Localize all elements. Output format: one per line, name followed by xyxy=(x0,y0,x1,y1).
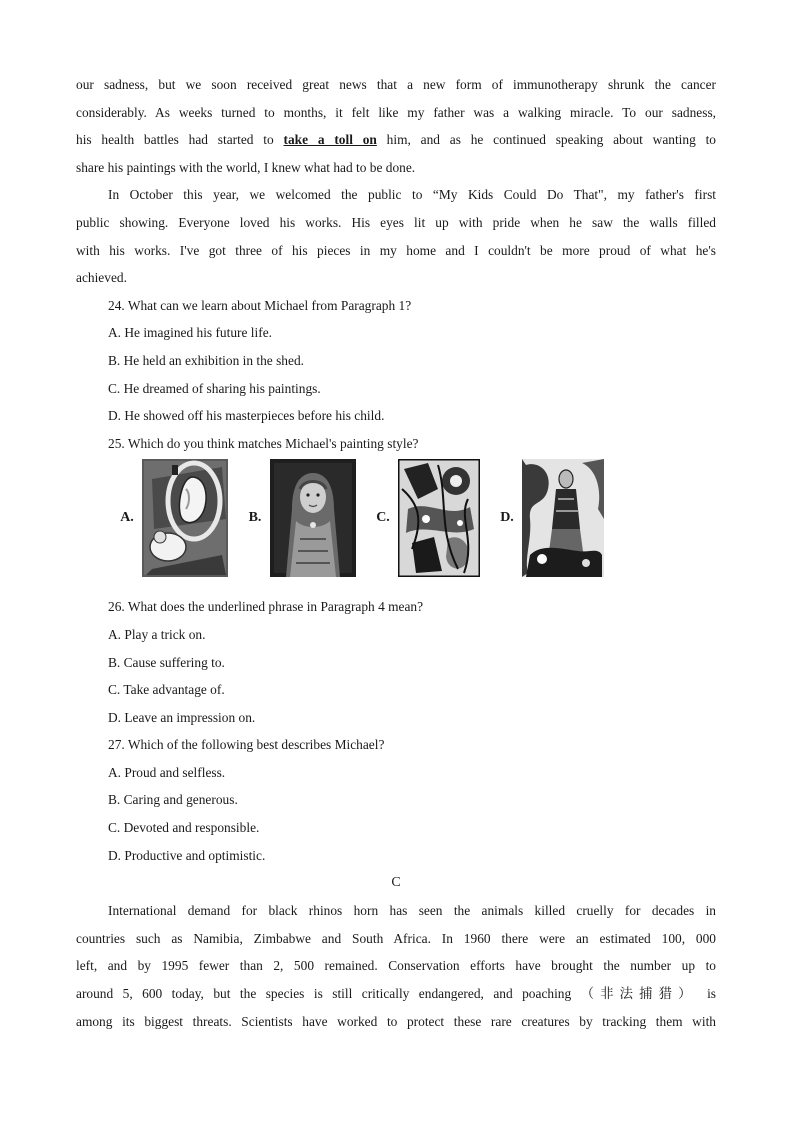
option-b: B. He held an exhibition in the shed. xyxy=(108,352,304,368)
question-24 xyxy=(76,292,716,430)
text-line: share his paintings with the world, I knew what had to be done. xyxy=(76,159,416,175)
option-b: B. Cause suffering to. xyxy=(108,654,225,670)
text-line: among its biggest threats. Scientists have worked to protect these rare creatures by tracking them with xyxy=(76,1013,716,1029)
text-line: around 5, 600 today, but the species is still critically endangered, and poaching （非法捕猎） is xyxy=(76,986,716,1002)
option-label: A. xyxy=(120,510,134,526)
text-line: public showing. Everyone loved his works. His eyes lit up with pride when he saw the walls filled xyxy=(76,214,716,230)
option-label: C. xyxy=(376,510,390,526)
portrait-painting-image xyxy=(270,459,356,577)
text-line: with his works. I've got three of his pieces in my home and I couldn't be more proud of what he's xyxy=(76,242,716,258)
passage-c xyxy=(76,897,716,1035)
text-line: International demand for black rhinos horn has seen the animals killed cruelly for decades in xyxy=(108,903,716,919)
option-c: C. He dreamed of sharing his paintings. xyxy=(108,380,321,396)
text-line: left, and by 1995 fewer than 2, 500 remained. Conservation efforts have brought the number up to xyxy=(76,958,716,974)
option-label: D. xyxy=(500,510,514,526)
text-line: In October this year, we welcomed the public to “My Kids Could Do That", my father's first xyxy=(108,187,716,203)
text-line: considerably. As weeks turned to months, it felt like my father was a walking miracle. To our sadness, xyxy=(76,104,716,120)
question-27 xyxy=(76,731,716,869)
option-d: D. Productive and optimistic. xyxy=(108,847,266,863)
option-a: A. Play a trick on. xyxy=(108,626,206,642)
paragraph-3 xyxy=(76,71,716,181)
question-26 xyxy=(76,593,716,731)
question-stem: 25. Which do you think matches Michael's painting style? xyxy=(108,435,419,451)
question-stem: 24. What can we learn about Michael from Paragraph 1? xyxy=(108,297,412,313)
painting-option-b xyxy=(240,459,356,577)
question-stem: 27. Which of the following best describes Michael? xyxy=(108,737,385,753)
option-d: D. He showed off his masterpieces before his child. xyxy=(108,408,385,424)
painting-options xyxy=(76,459,716,587)
question-25 xyxy=(76,430,716,588)
text-line: achieved. xyxy=(76,270,127,286)
option-label: B. xyxy=(248,510,262,526)
painting-option-c xyxy=(368,459,480,577)
option-c: C. Devoted and responsible. xyxy=(108,820,260,836)
option-a: A. He imagined his future life. xyxy=(108,325,272,341)
text-fragment: him, and as he continued speaking about wanting to xyxy=(386,132,716,148)
text-fragment: his health battles had started to xyxy=(76,132,274,148)
option-d: D. Leave an impression on. xyxy=(108,709,256,725)
section-heading: C xyxy=(391,875,401,891)
document-page xyxy=(76,71,716,1035)
painting-option-d xyxy=(492,459,604,577)
text-line: our sadness, but we soon received great news that a new form of immunotherapy shrunk the cancer xyxy=(76,77,716,92)
text-line: countries such as Namibia, Zimbabwe and South Africa. In 1960 there were an estimated 100, 000 xyxy=(76,930,716,946)
option-b: B. Caring and generous. xyxy=(108,792,238,808)
abstract-painting-image xyxy=(398,459,480,577)
option-c: C. Take advantage of. xyxy=(108,682,225,698)
question-stem: 26. What does the underlined phrase in Paragraph 4 mean? xyxy=(108,599,424,615)
figure-painting-image xyxy=(522,459,604,577)
option-a: A. Proud and selfless. xyxy=(108,764,226,780)
underlined-phrase: take a toll on xyxy=(283,132,377,148)
paragraph-4 xyxy=(76,181,716,291)
painting-option-a xyxy=(112,459,228,577)
text-line xyxy=(76,126,716,154)
still-life-painting-image xyxy=(142,459,228,577)
